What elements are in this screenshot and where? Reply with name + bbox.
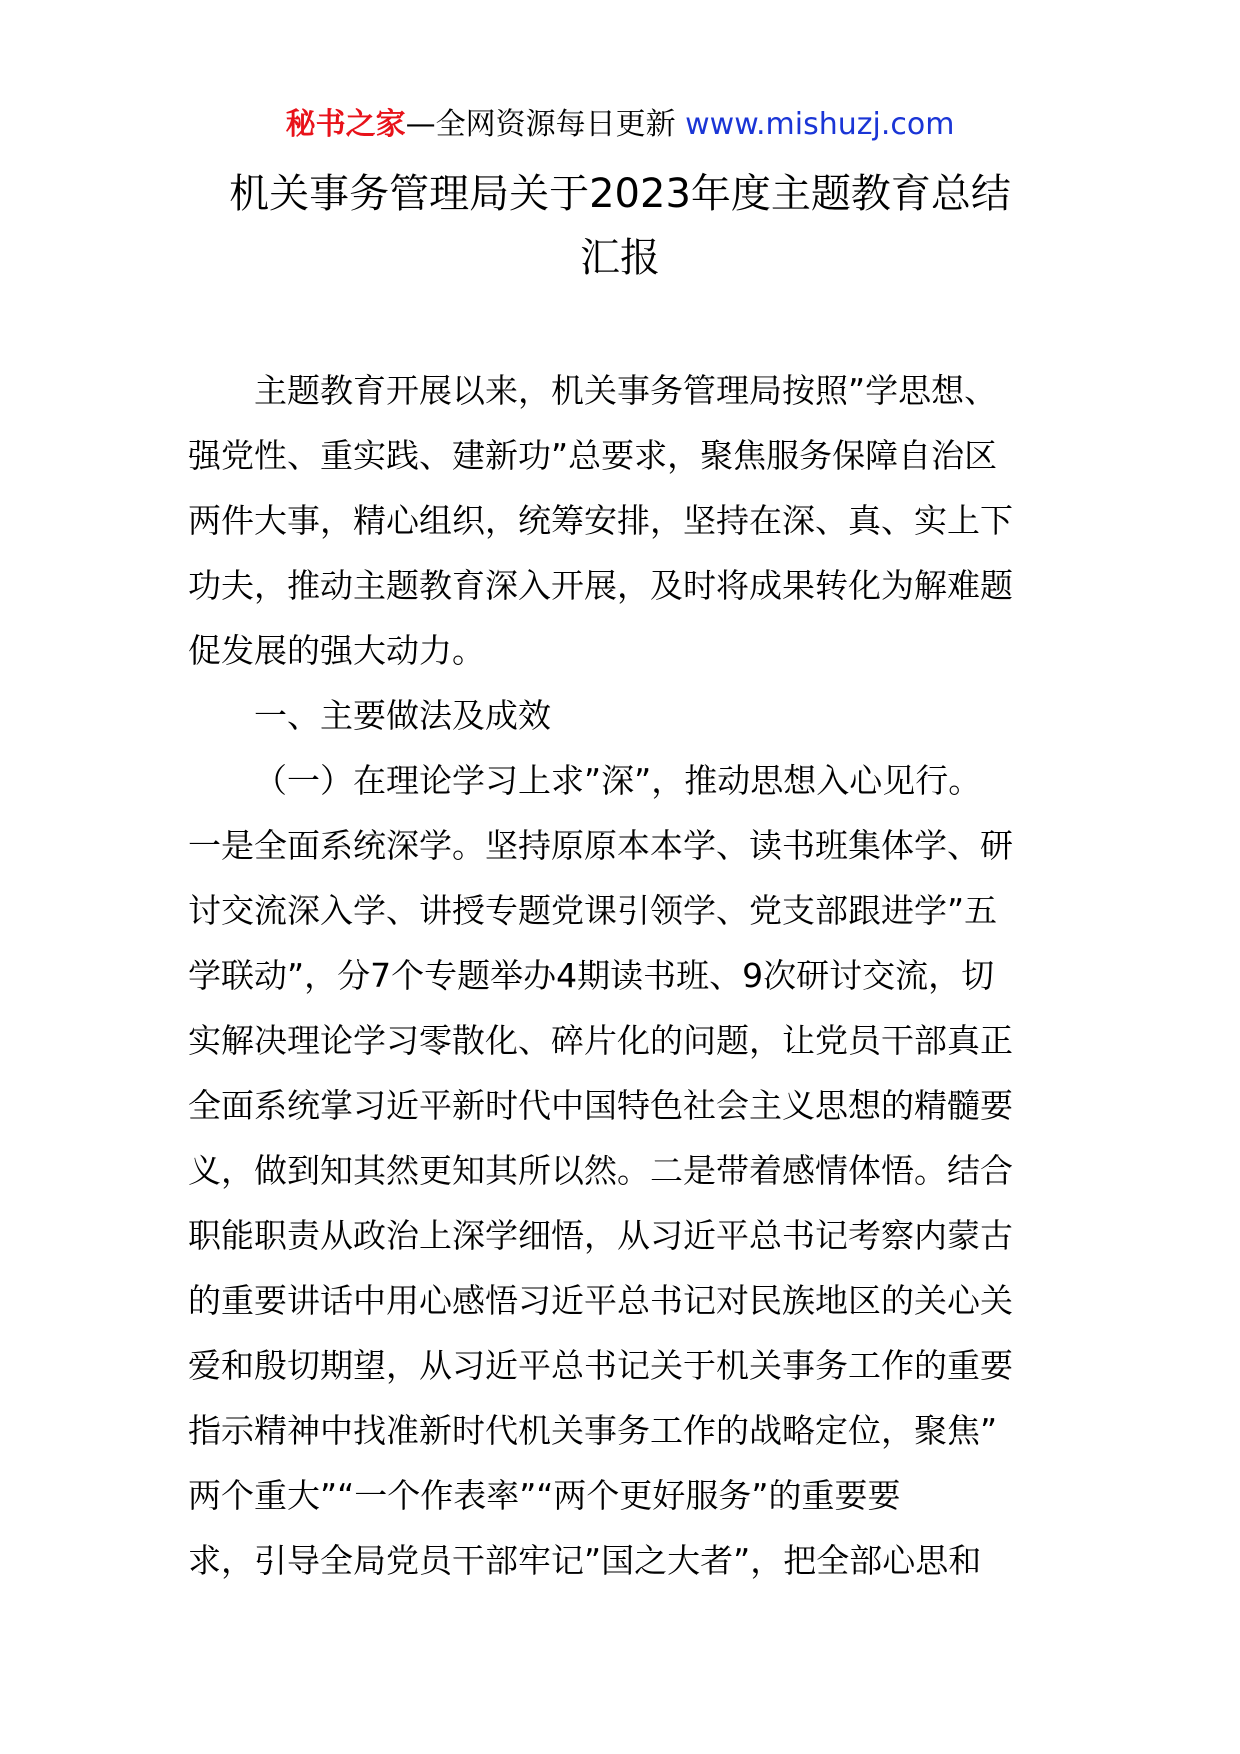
body-line-9: 讨交流深入学、讲授专题党课引领学、党支部跟进学”五 — [188, 891, 998, 930]
watermark-header — [0, 98, 1240, 152]
header-tagline: —全网资源每日更新 — [405, 107, 686, 142]
body-line-16: 爱和殷切期望，从习近平总书记关于机关事务工作的重要 — [188, 1346, 1013, 1385]
body-line-18: 两个重大”“一个作表率”“两个更好服务”的重要要 — [188, 1476, 901, 1515]
brand-name: 秘书之家 — [285, 107, 406, 142]
body-line-17: 指示精神中找准新时代机关事务工作的战略定位，聚焦” — [188, 1411, 998, 1450]
body-line-12: 全面系统掌习近平新时代中国特色社会主义思想的精髓要 — [188, 1086, 1013, 1125]
document-title — [188, 162, 1052, 290]
body-line-11: 实解决理论学习零散化、碎片化的问题，让党员干部真正 — [188, 1021, 1013, 1060]
body-line-13: 义，做到知其然更知其所以然。二是带着感情体悟。结合 — [188, 1151, 1013, 1190]
section-heading: 一、主要做法及成效 — [254, 696, 551, 735]
body-line-14: 职能职责从政治上深学细悟，从习近平总书记考察内蒙古 — [188, 1216, 1013, 1255]
body-line-3: 两件大事，精心组织，统筹安排，坚持在深、真、实上下 — [188, 501, 1013, 540]
body-line-19: 求，引导全局党员干部牢记”国之大者”，把全部心思和 — [188, 1541, 982, 1580]
document-body — [188, 358, 1052, 1593]
body-line-1: 主题教育开展以来，机关事务管理局按照”学思想、 — [254, 371, 998, 410]
subsection-heading: （一）在理论学习上求”深”，推动思想入心见行。 — [254, 761, 982, 800]
title-line-2: 汇报 — [580, 235, 660, 281]
body-line-10: 学联动”，分7个专题举办4期读书班、9次研讨交流，切 — [188, 956, 995, 995]
body-line-2: 强党性、重实践、建新功”总要求，聚焦服务保障自治区 — [188, 436, 998, 475]
body-line-4: 功夫，推动主题教育深入开展，及时将成果转化为解难题 — [188, 566, 1013, 605]
title-line-1: 机关事务管理局关于2023年度主题教育总结 — [229, 171, 1011, 217]
body-line-5: 促发展的强大动力。 — [188, 631, 485, 670]
body-line-15: 的重要讲话中用心感悟习近平总书记对民族地区的关心关 — [188, 1281, 1013, 1320]
body-line-8: 一是全面系统深学。坚持原原本本学、读书班集体学、研 — [188, 826, 1013, 865]
website-link[interactable]: www.mishuzj.com — [685, 107, 955, 142]
